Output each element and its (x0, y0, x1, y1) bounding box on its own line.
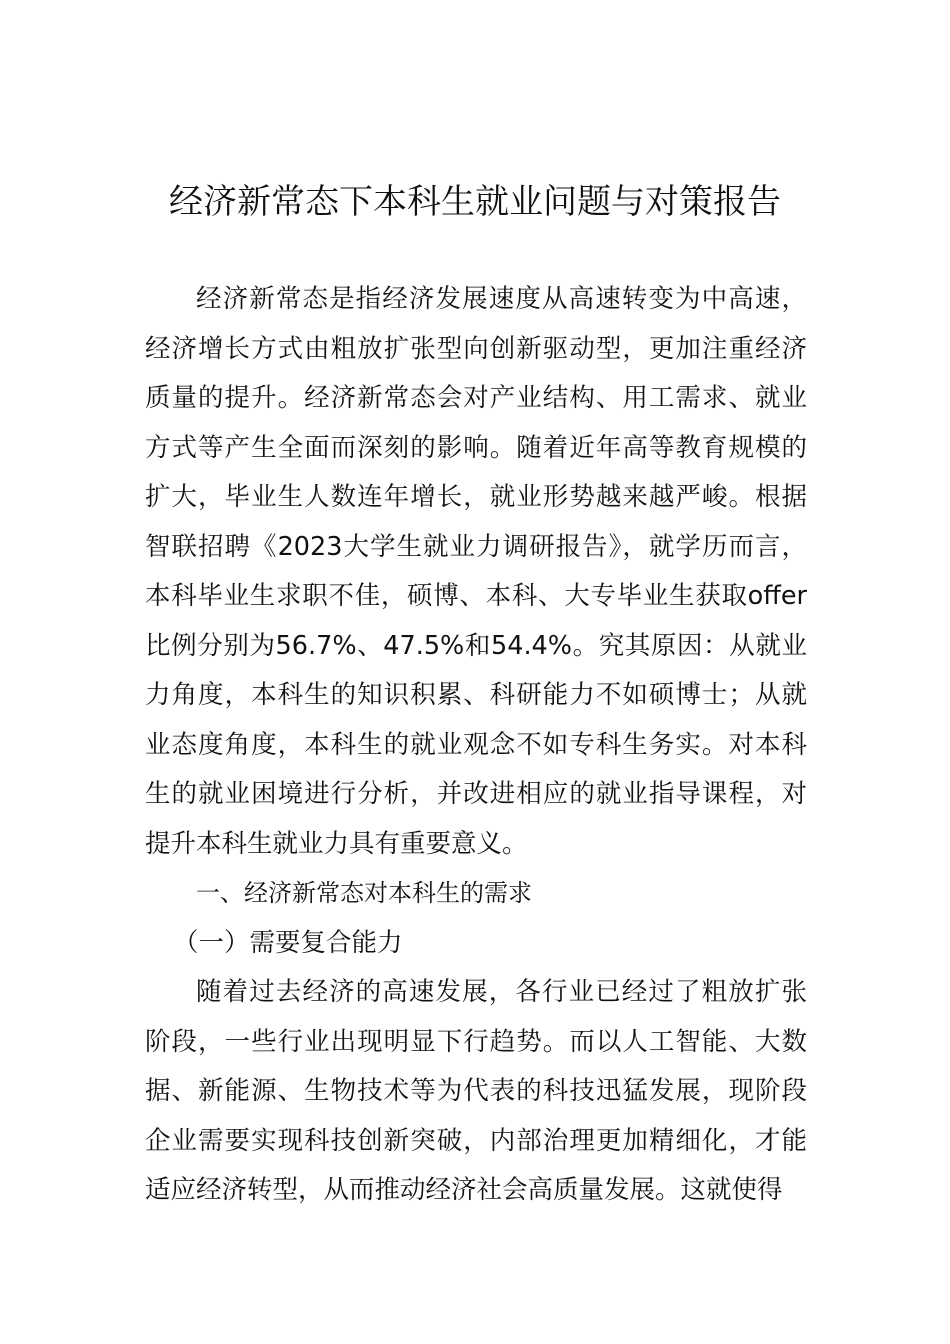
subsection-heading: （一）需要复合能力 (173, 927, 403, 958)
section-heading: 一、经济新常态对本科生的需求 (196, 879, 532, 907)
intro-paragraph: 经济新常态是指经济发展速度从高速转变为中高速，经济增长方式由粗放扩张型向创新驱动型，更加注重经济质量的提升。经济新常态会对产业结构、用工需求、就业方式等产生全面而深刻的影响。随着近年高等教育规模的扩大，毕业生人数连年增长，就业形势越来越严峻。根据智联招聘《2023大学生就业力调研报告》，就学历而言，本科毕业生求职不佳，硕博、本科、大专毕业生获取offer比例分别为56.7%、47.5%和54.4%。究其原因：从就业力角度，本科生的知识积累、科研能力不如硕博士；从就业态度角度，本科生的就业观念不如专科生务实。对本科生的就业困境进行分析，并改进相应的就业指导课程，对提升本科生就业力具有重要意义。 (145, 284, 807, 859)
document-body (145, 275, 807, 1216)
document-title: 经济新常态下本科生就业问题与对策报告 (169, 182, 781, 222)
subsection-paragraph: 随着过去经济的高速发展，各行业已经过了粗放扩张阶段，一些行业出现明显下行趋势。而以人工智能、大数据、新能源、生物技术等为代表的科技迅猛发展，现阶段企业需要实现科技创新突破，内部治理更加精细化，才能适应经济转型，从而推动经济社会高质量发展。这就使得 (145, 977, 807, 1205)
